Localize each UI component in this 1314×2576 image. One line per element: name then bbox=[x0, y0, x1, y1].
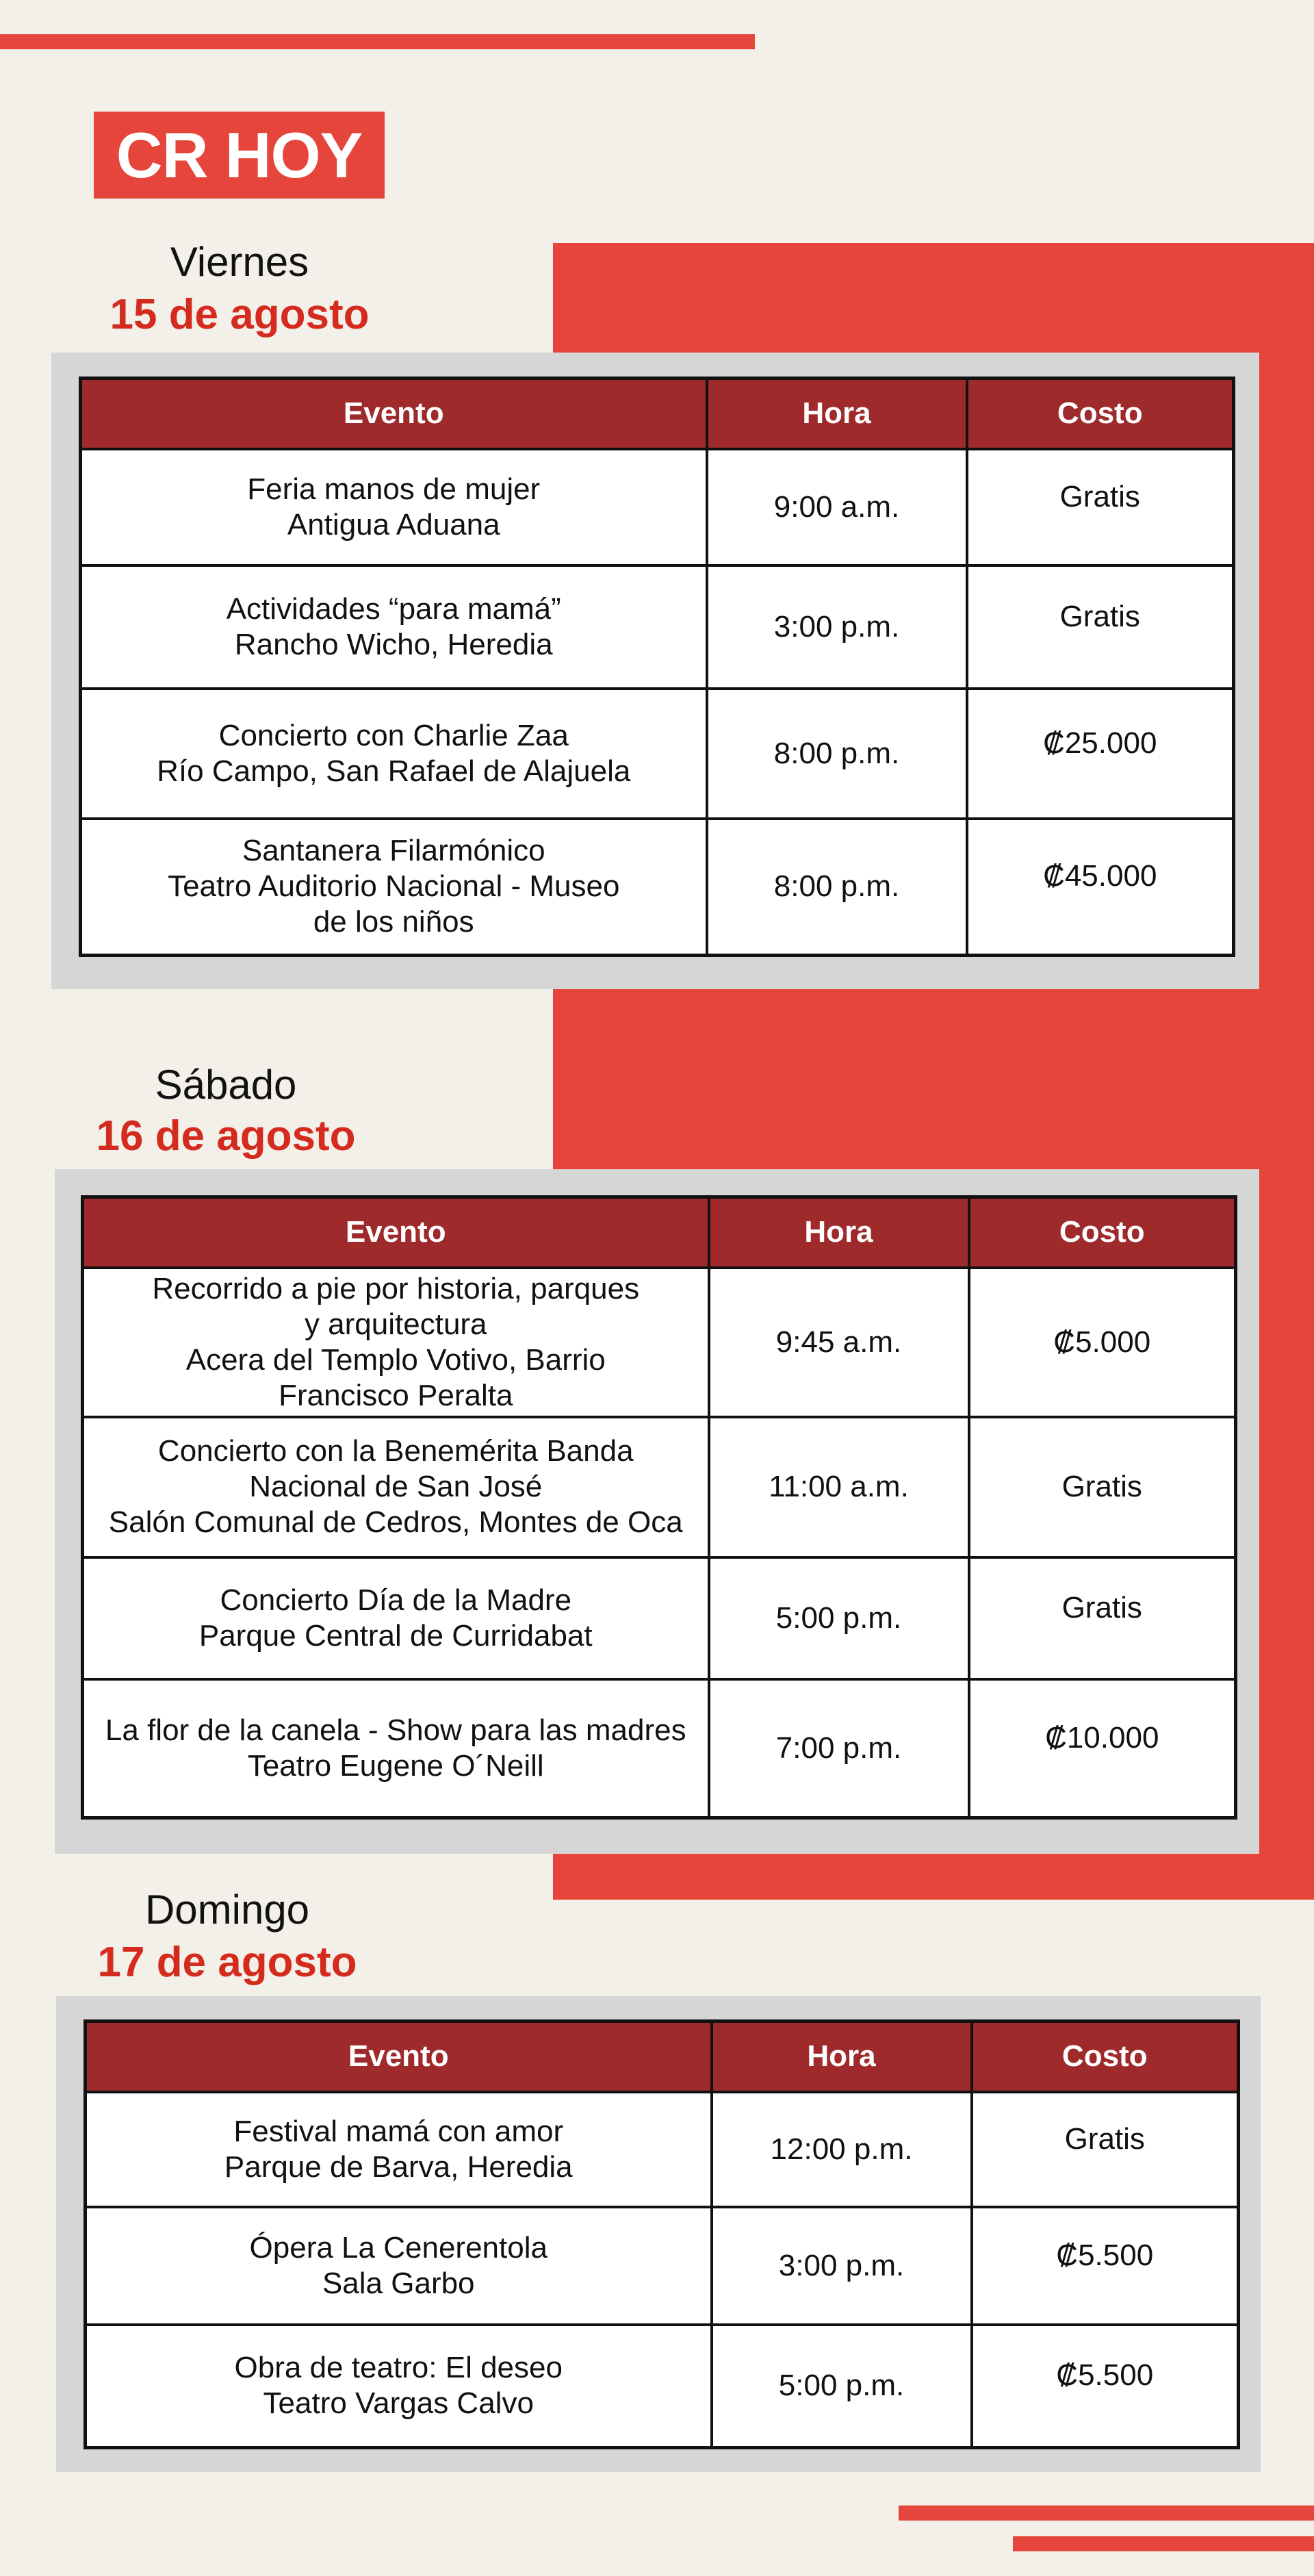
day-date: 16 de agosto bbox=[96, 1112, 356, 1160]
bottom-decorative-bar-2 bbox=[1013, 2536, 1314, 2551]
event-line: Concierto Día de la Madre bbox=[220, 1583, 572, 1617]
cost-cell: Gratis bbox=[969, 1417, 1236, 1557]
event-line: Teatro Eugene O´Neill bbox=[247, 1748, 544, 1783]
cost-cell: ₡5.000 bbox=[969, 1268, 1236, 1417]
time-cell: 11:00 a.m. bbox=[709, 1417, 969, 1557]
time-cell: 5:00 p.m. bbox=[712, 2325, 972, 2448]
event-line: Ópera La Cenerentola bbox=[249, 2230, 548, 2265]
table-row bbox=[83, 1679, 1236, 1818]
day-date: 17 de agosto bbox=[97, 1939, 357, 1986]
cost-cell: ₡5.500 bbox=[972, 2207, 1239, 2325]
event-line: de los niños bbox=[313, 905, 474, 939]
day-date: 15 de agosto bbox=[110, 291, 370, 338]
cost-cell: Gratis bbox=[969, 1557, 1236, 1679]
event-cell bbox=[86, 2325, 712, 2448]
cost-cell: Gratis bbox=[967, 565, 1234, 689]
event-cell bbox=[81, 449, 707, 565]
column-header-time: Hora bbox=[707, 379, 967, 449]
table-row bbox=[81, 449, 1234, 565]
cost-cell: ₡5.500 bbox=[972, 2325, 1239, 2448]
event-line: Antigua Aduana bbox=[287, 507, 500, 541]
event-line: Festival mamá con amor bbox=[233, 2114, 564, 2148]
table-row bbox=[86, 2207, 1239, 2325]
time-cell: 8:00 p.m. bbox=[707, 819, 967, 956]
table-row bbox=[81, 689, 1234, 819]
time-cell: 7:00 p.m. bbox=[709, 1679, 969, 1818]
table-row bbox=[86, 2092, 1239, 2207]
event-line: Obra de teatro: El deseo bbox=[234, 2351, 563, 2385]
day-name: Viernes bbox=[170, 239, 309, 285]
time-cell: 8:00 p.m. bbox=[707, 689, 967, 819]
day-name: Sábado bbox=[155, 1062, 297, 1108]
column-header-cost: Costo bbox=[967, 379, 1234, 449]
event-line: y arquitectura bbox=[304, 1307, 487, 1341]
events-table bbox=[83, 2019, 1240, 2449]
event-line: Feria manos de mujer bbox=[247, 472, 541, 506]
table-row bbox=[83, 1268, 1236, 1417]
event-line: Río Campo, San Rafael de Alajuela bbox=[157, 754, 631, 788]
event-cell bbox=[83, 1679, 709, 1818]
cost-cell: Gratis bbox=[972, 2092, 1239, 2207]
column-header-event: Evento bbox=[81, 379, 707, 449]
brand-badge: CR HOY bbox=[94, 112, 385, 199]
cost-cell: Gratis bbox=[967, 449, 1234, 565]
table-header-row bbox=[81, 379, 1234, 449]
column-header-cost: Costo bbox=[972, 2022, 1239, 2092]
event-line: Rancho Wicho, Heredia bbox=[234, 627, 553, 661]
event-line: Teatro Auditorio Nacional - Museo bbox=[168, 869, 620, 904]
table-row bbox=[86, 2325, 1239, 2448]
column-header-event: Evento bbox=[86, 2022, 712, 2092]
bottom-decorative-bar-1 bbox=[899, 2505, 1314, 2521]
event-line: Teatro Vargas Calvo bbox=[263, 2386, 534, 2421]
time-cell: 3:00 p.m. bbox=[707, 565, 967, 689]
event-cell bbox=[81, 689, 707, 819]
event-line: Parque de Barva, Heredia bbox=[224, 2150, 573, 2184]
event-cell bbox=[83, 1417, 709, 1557]
event-line: Francisco Peralta bbox=[279, 1378, 513, 1412]
event-line: La flor de la canela - Show para las madres bbox=[105, 1713, 686, 1747]
time-cell: 9:00 a.m. bbox=[707, 449, 967, 565]
cost-cell: ₡25.000 bbox=[967, 689, 1234, 819]
event-cell bbox=[83, 1268, 709, 1417]
cost-cell: ₡10.000 bbox=[969, 1679, 1236, 1818]
top-decorative-bar bbox=[0, 34, 755, 49]
cost-cell: ₡45.000 bbox=[967, 819, 1234, 956]
event-line: Concierto con la Benemérita Banda bbox=[157, 1434, 634, 1468]
time-cell: 12:00 p.m. bbox=[712, 2092, 972, 2207]
event-cell bbox=[86, 2092, 712, 2207]
event-cell bbox=[86, 2207, 712, 2325]
day-name: Domingo bbox=[144, 1887, 310, 1933]
event-line: Parque Central de Curridabat bbox=[198, 1618, 593, 1653]
table-row bbox=[83, 1557, 1236, 1679]
event-cell bbox=[81, 565, 707, 689]
event-line: Santanera Filarmónico bbox=[242, 834, 545, 868]
table-header-row bbox=[83, 1197, 1236, 1268]
event-line: Actividades “para mamá” bbox=[226, 591, 561, 626]
events-table bbox=[79, 377, 1235, 957]
time-cell: 9:45 a.m. bbox=[709, 1268, 969, 1417]
time-cell: 3:00 p.m. bbox=[712, 2207, 972, 2325]
column-header-time: Hora bbox=[712, 2022, 972, 2092]
event-cell bbox=[81, 819, 707, 956]
events-table bbox=[81, 1195, 1237, 1820]
table-row bbox=[81, 565, 1234, 689]
column-header-time: Hora bbox=[709, 1197, 969, 1268]
column-header-event: Evento bbox=[83, 1197, 709, 1268]
column-header-cost: Costo bbox=[969, 1197, 1236, 1268]
table-header-row bbox=[86, 2022, 1239, 2092]
time-cell: 5:00 p.m. bbox=[709, 1557, 969, 1679]
event-cell bbox=[83, 1557, 709, 1679]
event-line: Recorrido a pie por historia, parques bbox=[152, 1271, 640, 1305]
event-line: Sala Garbo bbox=[322, 2266, 475, 2300]
event-line: Salón Comunal de Cedros, Montes de Oca bbox=[108, 1505, 683, 1539]
event-line: Concierto con Charlie Zaa bbox=[218, 718, 569, 752]
event-line: Nacional de San José bbox=[249, 1470, 543, 1503]
table-row bbox=[83, 1417, 1236, 1557]
table-row bbox=[81, 819, 1234, 956]
event-line: Acera del Templo Votivo, Barrio bbox=[185, 1342, 606, 1377]
